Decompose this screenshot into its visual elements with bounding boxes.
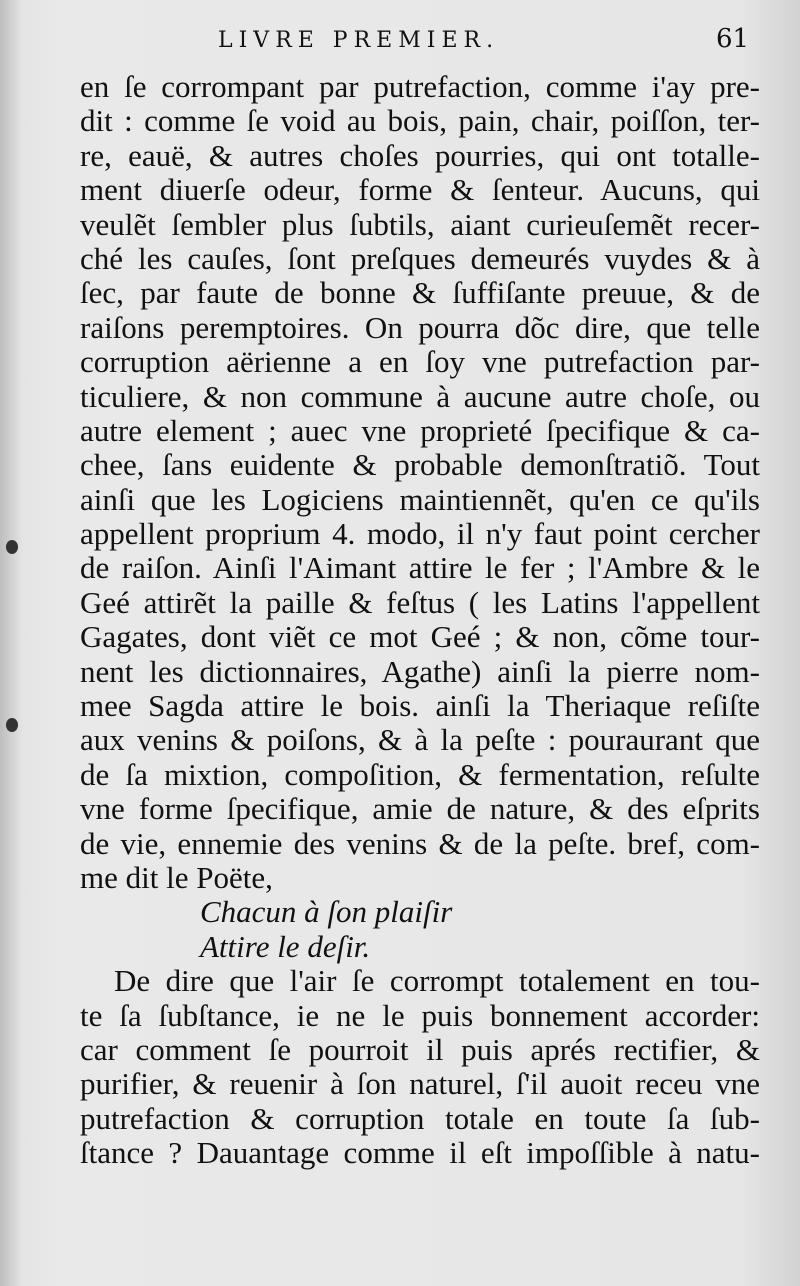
- running-head: [0, 22, 800, 62]
- text-line: veulẽt ſembler plus ſubtils, aiant curieuſemẽt recer-: [80, 207, 760, 242]
- text-line: Geé attirẽt la paille & feſtus ( les Latins l'appellent: [80, 585, 760, 620]
- text-line: raiſons peremptoires. On pourra dõc dire, que telle: [80, 310, 760, 345]
- text-line: purifier, & reuenir à ſon naturel, ſ'il auoit receu vne: [80, 1067, 760, 1102]
- text-line: putrefaction & corruption totale en toute ſa ſub-: [80, 1101, 760, 1136]
- text-line: me dit le Poëte,: [80, 859, 273, 895]
- body-text: [80, 70, 760, 1171]
- paragraph-first-line: De dire que l'air ſe corrompt totalement en tou-: [114, 964, 760, 999]
- text-line: ticuliere, & non commune à aucune autre choſe, ou: [80, 379, 760, 414]
- text-line: vne forme ſpecifique, amie de nature, & des eſprits: [80, 792, 760, 827]
- text-line: autre element ; auec vne proprieté ſpecifique & ca-: [80, 413, 760, 448]
- text-line: ché les cauſes, ſont preſques demeurés vuydes & à: [80, 241, 760, 276]
- text-line: corruption aërienne a en ſoy vne putrefaction par-: [80, 345, 760, 380]
- text-line: car comment ſe pourroit il puis aprés rectifier, &: [80, 1032, 760, 1067]
- text-line: ſtance ? Dauantage comme il eſt impoſſible à natu-: [80, 1136, 760, 1171]
- binding-hole: [6, 540, 18, 554]
- binding-hole: [6, 718, 18, 732]
- text-line: aux venins & poiſons, & à la peſte : pouraurant que: [80, 723, 760, 758]
- text-line: de ſa mixtion, compoſition, & fermentation, reſulte: [80, 757, 760, 792]
- verse-line: Attire le deſir.: [200, 928, 371, 964]
- text-line: mee Sagda attire le bois. ainſi la Theriaque reſiſte: [80, 689, 760, 724]
- text-line: Gagates, dont viẽt ce mot Geé ; & non, cõme tour-: [80, 620, 760, 655]
- text-line: de raiſon. Ainſi l'Aimant attire le fer ; l'Ambre & le: [80, 551, 760, 586]
- page-number: 61: [716, 24, 750, 54]
- text-line: ment diuerſe odeur, forme & ſenteur. Aucuns, qui: [80, 173, 760, 208]
- text-line: dit : comme ſe void au bois, pain, chair, poiſſon, ter-: [80, 104, 760, 139]
- text-line: te ſa ſubſtance, ie ne le puis bonnement accorder:: [80, 998, 760, 1033]
- text-line: en ſe corrompant par putrefaction, comme i'ay pre-: [80, 70, 760, 104]
- text-line: de vie, ennemie des venins & de la peſte. bref, com-: [80, 826, 760, 861]
- text-line: nent les dictionnaires, Agathe) ainſi la pierre nom-: [80, 654, 760, 689]
- verse-line: Chacun à ſon plaiſir: [200, 894, 453, 930]
- running-title: LIVRE PREMIER.: [218, 28, 500, 53]
- text-line: chee, ſans euidente & probable demonſtratiõ. Tout: [80, 448, 760, 483]
- text-line: appellent proprium 4. modo, il n'y faut point cercher: [80, 517, 760, 552]
- text-line: re, eauë, & autres choſes pourries, qui ont totalle-: [80, 138, 760, 173]
- text-line: ſec, par faute de bonne & ſuffiſante preuue, & de: [80, 276, 760, 311]
- text-line: ainſi que les Logiciens maintiennẽt, qu'en ce qu'ils: [80, 482, 760, 517]
